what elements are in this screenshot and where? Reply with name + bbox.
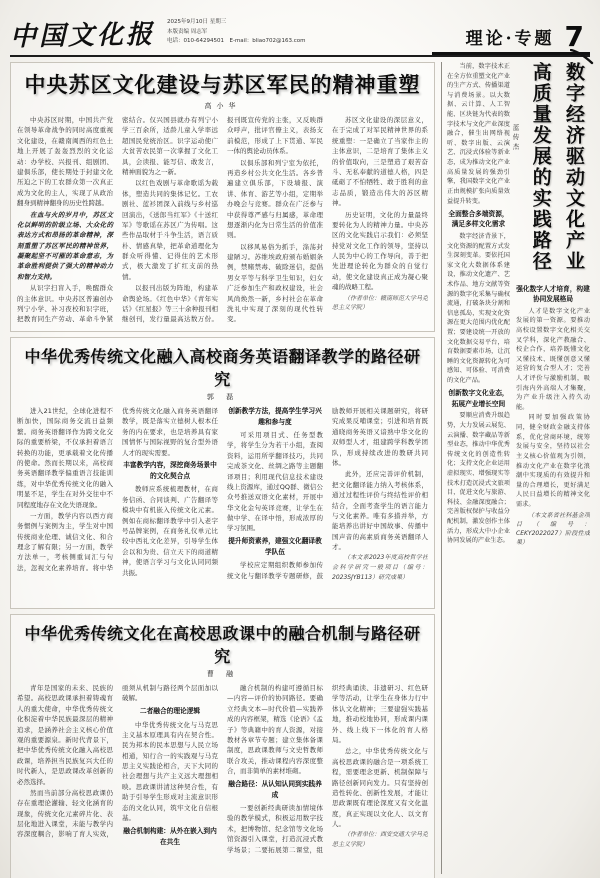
article-author: 曹 融 — [206, 670, 239, 678]
body-paragraph: 当前，数字技术正在全方位重塑文化产业的生产方式、传播渠道与消费场景。以大数据、云计算、人工智能、区块链为代表的数字技术与文化产业深度融合，催生出网络视听、数字出版、云演艺、沉浸式体验等新业态，成为推动文化产业高质量发展的强劲引擎，我国数字文化产业正由规模扩张向质量效益提升转变。 — [447, 63, 510, 205]
section-subheading: 二者融合的理论逻辑 — [139, 707, 201, 716]
body-paragraph: 同时要加强政策协同，健全财政金融支持体系，优化营商环境，统筹发展与安全，坚持以社会主义核心价值观为引领，推动文化产业在数字化浪潮中实现质的有效提升和量的合理增长，更好满足人民日益增长的精神文化需求。 — [516, 414, 590, 508]
body-paragraph: 总之，中华优秀传统文化与高校思政课的融合是一项系统工程，需要理念更新、机制保障与路径创新同向发力。只有坚持创造性转化、创新性发展，才能让思政课既有理论深度又有文化温度，真正实现以文化人、以文育人。 — [332, 747, 428, 829]
right-article-column-2 — [511, 62, 590, 874]
body-paragraph: 可采用项目式、任务型教学，将学生分为若干小组，查阅资料，运用所学翻译技巧，共同完成茶文化、丝绸之路等主题翻译项目；利用现代信息技术建设线上资源库，通过QQ群、微信公众号推送双语文化素材，开展中华文化金句英译竞赛，让学生在做中学、在译中悟，形成浓厚的学习氛围。 — [227, 430, 323, 533]
body-paragraph: 以报刊出版为阵地，构建革命舆论场。《红色中华》《青年实话》《红星报》等三十余种报刊相继创刊，发行量最高达数万份。报刊既宣传党的主张，又反映群众呼声，批评官僚主义，表扬支前模范，形成了上下贯通、军民一体的舆论动员体系。 — [122, 116, 323, 324]
lead-paragraph: 在血与火的岁月中，苏区文化以鲜明的阶级立场、大众化的表达方式和昂扬的革命精神，深刻重塑了苏区军民的精神世界，凝聚起坚不可摧的革命意志，为革命胜利提供了强大的精神动力和智力支持。 — [17, 210, 113, 281]
article-title: 中华优秀传统文化在高校思政课中的融合机制与路径研究 — [24, 624, 421, 666]
body-paragraph: 历史证明，文化的力量最终要转化为人的精神力量。中央苏区的文化实践启示我们：必须坚持党对文化工作的领导，坚持以人民为中心的工作导向，善于把先进理论转化为群众的自觉行动，使文化建设真正成为凝心聚魂的战略工程。 — [332, 210, 428, 292]
section-title: 理论·专题 — [465, 29, 555, 49]
body-paragraph: 要顺应消费升级趋势，大力发展云展览、云演播、数字藏品等新型业态，推动中华优秀传统文化的创造性转化；支持文化企业运用虚拟现实、增强现实等技术打造沉浸式文旅项目，促进文化与旅游、科技、金融深度融合；完善版权保护与收益分配机制，激发创作主体活力，形成大中小企业协同发展的产业生态。 — [447, 412, 510, 545]
body-paragraph: 数字经济背景下，文化资源的配置方式发生深刻变革。要依托国家文化大数据体系建设，推动文化遗产、艺术作品、地方文献等资源的数字化采集与确权流通，打破条块分割和信息孤岛，实现文化资源在更大范围内优化配置；要建设统一开放的文化数据交易平台，培育数据要素市场，让沉睡的文化资源转化为可感知、可体验、可消费的文化产品。 — [447, 232, 510, 385]
article-body — [17, 406, 428, 620]
section-subheading: 提升师资素养，建强文化翻译教学队伍 — [228, 537, 322, 557]
page-header — [10, 8, 590, 57]
article-author: 蓝传杰 — [511, 124, 520, 153]
article-business-english — [10, 337, 435, 609]
body-paragraph: 青年是国家的未来、民族的希望。高校思政课承担着铸魂育人的重大使命，中华优秀传统文化积淀着中华民族最深层的精神追求，是涵养社会主义核心价值观的重要源泉。新时代背景下，把中华优秀传统文化融入高校思政课，培养担当民族复兴大任的时代新人，是思政课改革创新的必然选择。 — [17, 684, 113, 786]
article-author: 郭 磊 — [206, 393, 239, 401]
article-author: 高小华 — [204, 102, 241, 110]
right-article-column-1 — [447, 62, 510, 874]
body-paragraph: 一方面，教学内容以西方商务惯例与案例为主，学生对中国传统商业伦理、诚信文化、和合理念了解有限；另一方面，教学方法单一，考核侧重词汇与句法，忽视文化素养培育。将中华优秀传统文化融入商务英语翻译教学，既是落实立德树人根本任务的内在要求，也是培养具有家国情怀与国际视野的复合型外语人才的现实需要。 — [17, 407, 218, 572]
editor-line: 本版责编 周志军 — [167, 28, 208, 35]
author-affiliation-note: （作者单位：西安交通大学马克思主义学院） — [332, 831, 428, 849]
body-paragraph: 中华优秀传统文化与马克思主义基本原理具有内在契合性。民为邦本的民本思想与人民立场相通，知行合一的实践观与马克思主义实践论相合，天下大同的社会理想与共产主义远大理想相映。思政课讲清这种契合性，有助于引导学生形成对主流意识形态的文化认同，筑牢文化自信根基。 — [122, 720, 218, 823]
funding-note: （本文系2023年度高校哲学社会科学研究一般项目（编号：2023SJYB113）研究成果） — [332, 554, 428, 581]
body-paragraph: 以移风易俗为抓手，涤荡封建陋习。苏维埃政府颁布婚姻条例，禁赌禁毒、破除迷信，提倡男女平等与科学卫生知识，妇女广泛参加生产和政权建设，社会风尚焕然一新，乡村社会在革命洗礼中实现了深刻的现代性转变。 — [227, 242, 323, 324]
header-swash-icon — [570, 49, 596, 65]
page-number: 7 — [564, 20, 584, 54]
section-subheading: 创新教学方法，提高学生学习兴趣和参与度 — [228, 407, 322, 426]
body-paragraph: 进入21世纪，全球化进程不断加快，国际商务交流日益频繁。商务英语翻译作为跨文化交际的重要桥梁，不仅承担着语言转换的功能，更承载着文化传播的使命。然而长期以来，高校商务英语翻译教学偏重语言技能训练，对中华优秀传统文化的融入明显不足，学生在对外交往中不同程度地存在文化失语现象。 — [17, 407, 113, 509]
section-subheading: 全面整合多端资源，满足多样文化需求 — [448, 209, 509, 229]
body-paragraph: 教师应系统梳理教材，在商务信函、合同谈判、广告翻译等模块中有机嵌入传统文化元素。例如在商标翻译教学中引入老字号品牌案例，在商务礼仪单元比较中西礼文化差异，引导学生体会以和为贵、信立天下的商道精神，使语言学习与文化认同同频共振。 — [122, 485, 218, 577]
body-paragraph: 一要创新经典研读加情境体验的教学模式，积极运用数字技术，把博物馆、纪念馆等文化场馆资源引入课堂，打造沉浸式教学场景；二要拓展第二课堂，组织经典诵读、非遗研习、红色研学等活动，让学生在身体力行中体认文化精神；三要建强实践基地，推动校地协同，形成课内课外、线上线下一体化的育人格局。 — [227, 684, 428, 854]
article-title: 中央苏区文化建设与苏区军民的精神重塑 — [24, 72, 421, 97]
section-subheading: 丰富教学内容，深挖商务场景中的文化契合点 — [123, 461, 217, 481]
date-line: 2025年9月10日 星期三 — [167, 19, 227, 26]
left-column — [10, 62, 435, 874]
page-content — [10, 62, 590, 874]
article-title: 数字经济驱动文化产业高质量发展的实践路径 — [529, 62, 585, 272]
article-body — [17, 683, 428, 878]
section-subheading: 强化数字人才培育，构建协同发展格局 — [516, 284, 590, 303]
body-paragraph: 学校应定期组织教师参加传统文化与翻译教学专题研修，鼓励教师开展相关课题研究，将研究成果反哺课堂；引进和培育既通晓商务英语又谙熟中华文化的双师型人才，组建跨学科教学团队，形成持续改进的教研共同体。 — [227, 407, 428, 580]
body-paragraph: 此外，还应完善评价机制，把文化翻译能力纳入考核体系，通过过程性评价与终结性评价相结合，全面考查学生的语言能力与文化素养。唯有多措并举，方能培养出讲好中国故事、传播中国声音的高素质商务英语翻译人才。 — [332, 470, 428, 552]
body-paragraph: 苏区文化建设的深层意义，在于完成了对军民精神世界的系统重塑：一是确立了当家作主的主体意识，二是培育了集体主义的价值取向，三是塑造了艰苦奋斗、无私奉献的道德人格，四是砥砺了不怕牺牲、敢于胜利的意志品质，锻造出伟大的苏区精神。 — [332, 116, 428, 208]
article-digital-economy — [441, 62, 590, 874]
right-article-layout — [447, 62, 590, 874]
section-subheading: 融合路径：从认知认同到实践养成 — [228, 780, 322, 799]
contact-line: 电话：010-64294501 E-mail：bliao702@163.com — [167, 38, 306, 45]
article-ideological-course — [10, 614, 435, 878]
funding-note: （本文系省社科基金项目（编号：CEKY2022027）阶段性成果） — [516, 511, 590, 547]
section-header — [432, 20, 590, 55]
body-paragraph: 然而当前部分高校思政课仍存在重理论灌输、轻文化涵育的现象，传统文化元素碎片化、表层化地进入课堂，未能与教学内容深度耦合，影响了育人实效，亟须从机制与路径两个层面加以破解。 — [17, 684, 218, 839]
body-paragraph: 从识字扫盲入手，唤醒群众的主体意识。中央苏区普遍创办列宁小学、补习夜校和识字班，把教育同生产劳动、革命斗争紧密结合。仅兴国县就办有列宁小学三百余所，适龄儿童入学率远超国民党统治区。识字运动使广大贫苦农民第一次掌握了文化工具，会读报、能写信、敢发言，精神面貌为之一新。 — [17, 116, 218, 324]
article-central-soviet — [10, 62, 435, 332]
body-paragraph: 以红色戏剧与革命歌谣为载体，塑造共同的集体记忆。工农剧社、蓝衫团深入前线与乡村巡回演出，《送郎当红军》《十送红军》等歌谣在苏区广为传唱。这些作品取材于斗争生活，语言质朴、情感真挚，把革命道理化为群众听得懂、记得住的艺术形式，极大激发了扩红支前的热情。 — [122, 179, 218, 281]
publication-info — [167, 18, 306, 48]
article-body — [516, 281, 590, 874]
vertical-title-block — [511, 62, 590, 276]
body-paragraph: 以俱乐部和列宁室为依托，再造乡村公共文化生活。各乡普遍建立俱乐部，下设墙报、演讲、体育、游艺等小组，定期举办晚会与竞赛。群众在广泛参与中获得尊严感与归属感，革命理想逐渐内化为日常生活的价值准则。 — [227, 158, 323, 240]
section-subheading: 融合机制构建：从外在嵌入到内在共生 — [123, 826, 217, 846]
body-paragraph: 融合机制的构建可遵循目标—内容—评价的协同路径。要确立经典文本—时代价值—实践养成的内容框架，精选《论语》《孟子》等典籍中的育人资源，对接教材各章节专题；建立集体备课制度，思政课教师与文史哲教师联合攻关，推动课程内容深度整合，而非简单的素材堆砌。 — [227, 684, 323, 776]
section-subheading: 创新数字文化业态，拓展产业增长空间 — [448, 389, 509, 408]
masthead — [10, 15, 306, 52]
article-title: 中华优秀传统文化融入高校商务英语翻译教学的路径研究 — [24, 347, 421, 389]
article-body — [17, 115, 428, 327]
body-paragraph: 中央苏区时期，中国共产党在领导革命战争的同时高度重视文化建设，在赣南闽西的红色土地上开展了轰轰烈烈的文化运动：办学校、兴报刊、组剧团、建俱乐部，使长期处于封建文化压迫之下的工农群众第一次真正成为文化的主人，实现了从政治翻身到精神翻身的历史性跨越。 — [17, 116, 113, 208]
newspaper-logo: 中国文化报 — [9, 19, 156, 53]
body-paragraph: 人才是数字文化产业发展的第一资源。要推动高校设置数字文化相关交叉学科，深化产教融合、校企合作，培养既懂文化又懂技术、既懂创意又懂运营的复合型人才；完善人才评价与激励机制，吸引海内外高端人才集聚，为产业升级注入持久动能。 — [516, 307, 590, 411]
author-affiliation-note: （作者单位：赣南师范大学马克思主义学院） — [332, 294, 428, 312]
